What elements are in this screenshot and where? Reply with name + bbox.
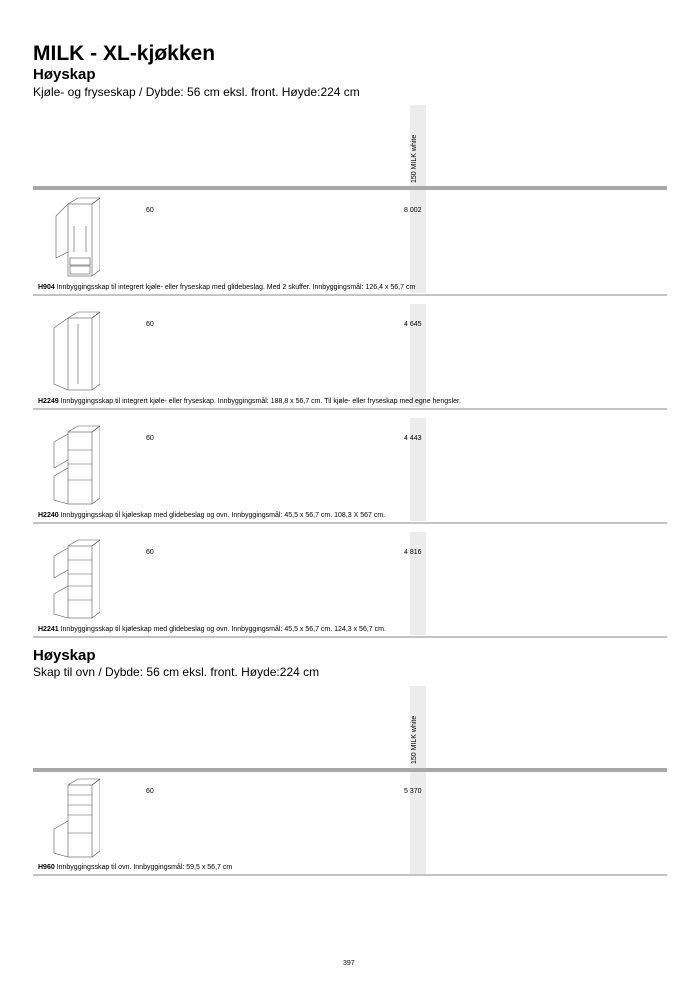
column-label: 150 MILK white <box>411 134 418 183</box>
item-code: H904 <box>38 284 55 291</box>
column-shade <box>410 304 426 407</box>
page-number: 397 <box>343 960 355 967</box>
row-divider <box>33 636 667 638</box>
item-description <box>38 284 415 291</box>
section-2-heading: Høyskap <box>33 647 96 664</box>
item-code: H960 <box>38 864 55 871</box>
section-2-subheading: Skap til ovn / Dybde: 56 cm eksl. front. Høyde:224 cm <box>33 665 320 679</box>
item-description <box>38 398 461 405</box>
item-description-text: Innbyggingsskap til kjøleskap med glidebeslag og ovn. Innbyggingsmål: 45,5 x 56,7 cm. 124,3 x 56,7 cm. <box>60 626 386 633</box>
item-code: H2249 <box>38 398 59 405</box>
item-price: 8 002 <box>404 207 422 214</box>
item-price: 4 816 <box>404 549 422 556</box>
page-title: MILK - XL-kjøkken <box>33 42 216 65</box>
row-divider <box>33 294 667 296</box>
cabinet-drawing-h2241 <box>48 538 100 624</box>
item-code: H2240 <box>38 512 59 519</box>
item-description-text: Innbyggingsskap til kjøleskap med glidebeslag og ovn. Innbyggingsmål: 45,5 x 56,7 cm. 108,3 X 567 cm. <box>60 512 386 519</box>
item-width: 60 <box>146 435 154 442</box>
item-width: 60 <box>146 549 154 556</box>
column-header <box>410 686 426 768</box>
column-header <box>410 105 426 187</box>
item-width: 60 <box>146 321 154 328</box>
column-label: 150 MILK white <box>411 715 418 764</box>
row-divider <box>33 408 667 410</box>
item-price: 5 370 <box>404 788 422 795</box>
cabinet-drawing-h960 <box>48 777 100 863</box>
cabinet-drawing-h904 <box>48 196 100 282</box>
item-width: 60 <box>146 788 154 795</box>
item-description <box>38 626 386 633</box>
item-description <box>38 512 385 519</box>
column-shade <box>410 418 426 521</box>
item-description-text: Innbyggingsskap til integrert kjøle- eller fryseskap. Innbyggingsmål: 188,8 x 56,7 cm. Til kjøle- eller fryseskap med egne hengsler. <box>60 398 461 405</box>
section-divider <box>33 186 667 190</box>
cabinet-drawing-h2240 <box>48 424 100 510</box>
item-description <box>38 864 232 871</box>
section-divider <box>33 768 667 772</box>
section-1-heading: Høyskap <box>33 66 96 83</box>
item-code: H2241 <box>38 626 59 633</box>
column-shade <box>410 532 426 635</box>
item-price: 4 645 <box>404 321 422 328</box>
column-shade <box>410 190 426 293</box>
item-description-text: Innbyggingsskap til ovn. Innbyggingsmål: 59,5 x 56,7 cm <box>56 864 233 871</box>
section-1-subheading: Kjøle- og fryseskap / Dybde: 56 cm eksl. front. Høyde:224 cm <box>33 85 360 99</box>
item-description-text: Innbyggingsskap til integrert kjøle- eller fryseskap med glidebeslag. Med 2 skuffer. Innbyggingsmål: 126,4 x 56,7 cm <box>56 284 416 291</box>
row-divider <box>33 522 667 524</box>
item-price: 4 443 <box>404 435 422 442</box>
row-divider <box>33 874 667 876</box>
cabinet-drawing-h2249 <box>48 310 100 396</box>
item-width: 60 <box>146 207 154 214</box>
